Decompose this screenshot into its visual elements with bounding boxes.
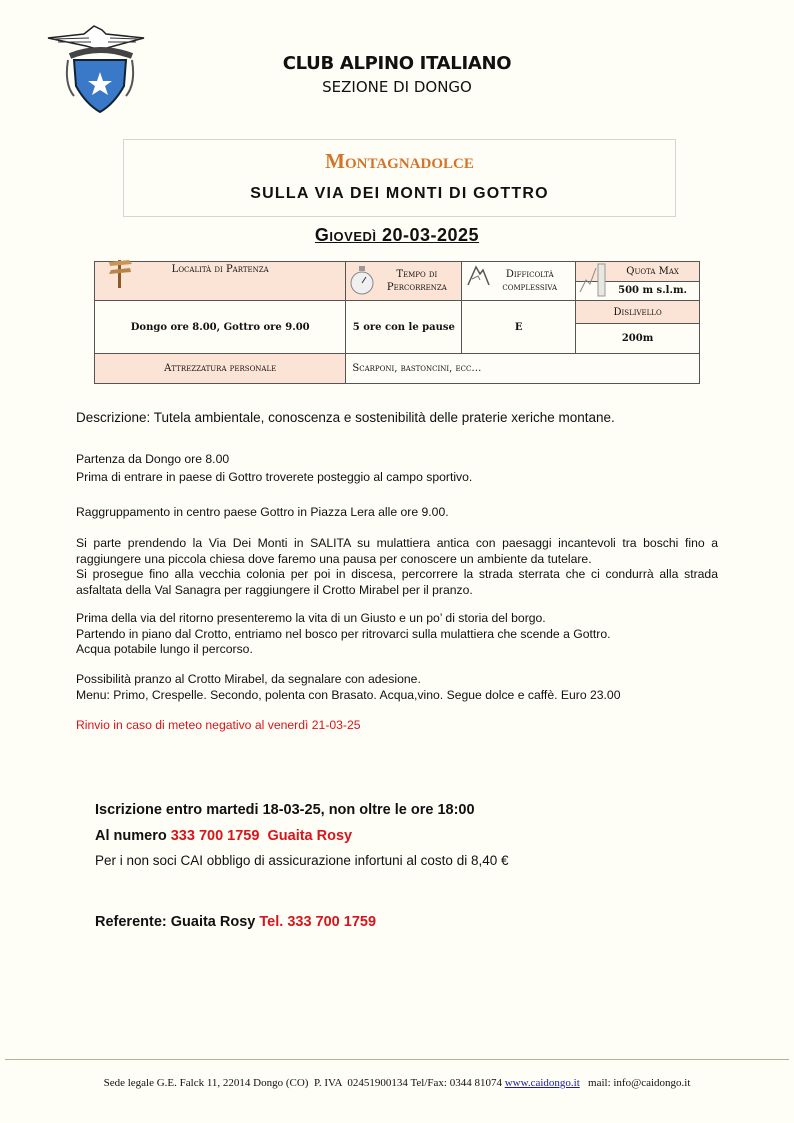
referent-phone: Tel. 333 700 1759 [259,914,377,930]
insurance-note: Per i non soci CAI obbligo di assicurazione infortuni al costo di 8,40 € [95,853,509,868]
altimeter-icon [578,262,610,298]
section-title: SEZIONE DI DONGO [322,78,472,96]
event-title-box [123,139,676,217]
info-table [94,261,700,384]
stopwatch-icon [348,264,376,296]
difficulty-label-cell: Difficoltà complessiva [462,262,576,301]
paragraph-meeting: Raggruppamento in centro paese Gottro in Piazza Lera alle ore 9.00. [76,505,449,519]
website-link[interactable]: www.caidongo.it [504,1077,580,1089]
signpost-icon [107,256,133,288]
registration-phone: 333 700 1759 Guaita Rosy [170,828,353,844]
elevation-label: Dislivello [576,301,700,324]
time-value: 5 ore con le pause [346,301,462,354]
registration-number: Al numero 333 700 1759 Guaita Rosy [95,828,353,844]
cai-logo [44,24,156,124]
start-label-cell: Località di Partenza [95,262,346,301]
elevation-value: 200m [576,324,700,354]
footer-divider [5,1059,789,1060]
time-label-cell: Tempo di Percorrenza [346,262,462,301]
max-altitude-label: Quota Max [576,262,700,282]
mountain-icon [466,264,490,286]
paragraph-lunch: Possibilità pranzo al Crotto Mirabel, da segnalare con adesione. Menu: Primo, Crespelle. Secondo, polenta con Brasato. Acqua,vino. Segue dolce e caffè. Euro 23.00 [76,672,621,702]
registration-deadline: Iscrizione entro martedi 18-03-25, non oltre le ore 18:00 [95,802,475,818]
org-title: CLUB ALPINO ITALIANO [282,53,512,74]
event-subtitle: SULLA VIA DEI MONTI DI GOTTRO [250,185,549,202]
footer: Sede legale G.E. Falck 11, 22014 Dongo (CO) P. IVA 02451900134 Tel/Fax: 0344 81074 www.caidongo.it mail: info@caidongo.it [103,1077,691,1089]
postpone-notice: Rinvio in caso di meteo negativo al venerdì 21-03-25 [76,718,361,732]
description: Descrizione: Tutela ambientale, conoscenza e sostenibilità delle praterie xeriche montane. [76,410,615,425]
paragraph-route: Si parte prendendo la Via Dei Monti in SALITA su mulattiera antica con paesaggi incantevoli tra boschi fino a raggiungere una piccola chiesa dove faremo una pausa per conoscere un ambiente da tutelare. Si prosegue fino alla vecchia colonia per poi in discesa, percorrere la strada sterrata che ci condurrà alla strada asfaltata della Val Sanagra per raggiungere il Crotto Mirabel per il pranzo. [76,536,718,597]
paragraph-return: Prima della via del ritorno presenteremo la vita di un Giusto e un po’ di storia del borgo. Partendo in piano dal Crotto, entriamo nel bosco per ritrovarci sulla mulattiera che scende a Gottro. Acqua potabile lungo il percorso. [76,611,611,656]
start-value: Dongo ore 8.00, Gottro ore 9.00 [95,301,346,354]
referent: Referente: Guaita Rosy Tel. 333 700 1759 [95,914,377,930]
equipment-label: Attrezzatura personale [95,354,346,384]
event-date: Giovedì 20-03-2025 [314,225,480,245]
event-title: Montagnadolce [325,149,474,173]
paragraph-departure: Partenza da Dongo ore 8.00 Prima di entrare in paese di Gottro troverete posteggio al campo sportivo. [76,452,473,484]
equipment-value: Scarponi, bastoncini, ecc… [346,354,700,384]
difficulty-value: E [462,301,576,354]
max-altitude-value: 500 m s.l.m. [576,281,700,301]
